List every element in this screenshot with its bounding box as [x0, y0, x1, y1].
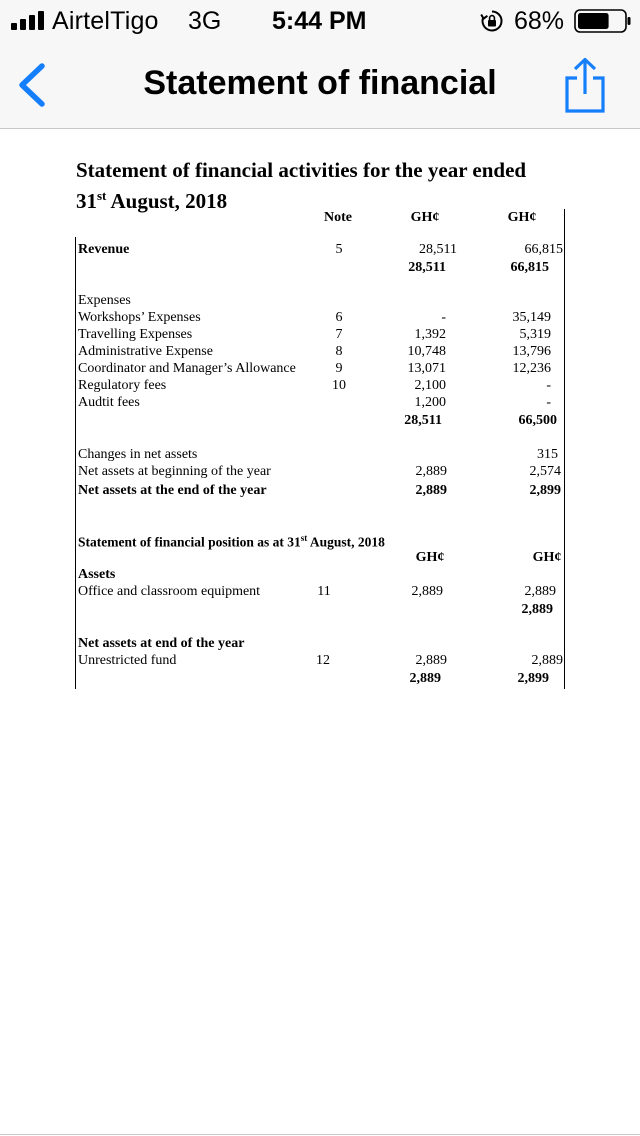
- expense-row-label: Regulatory fees: [78, 378, 167, 393]
- expense-row-year1: 2,100: [414, 378, 446, 393]
- equipment-year2: 2,889: [524, 584, 556, 599]
- year1-column-header: GH¢: [410, 210, 440, 225]
- revenue-total-year2: 66,815: [510, 260, 549, 275]
- net-assets-beginning-label: Net assets at beginning of the year: [78, 464, 271, 479]
- expense-row-year2: 13,796: [512, 344, 551, 359]
- note-column-header: Note: [324, 210, 352, 225]
- table-left-border: [75, 237, 76, 689]
- document-page: [0, 129, 640, 1136]
- page-title: Statement of financial: [143, 64, 497, 102]
- expense-row-year2: -: [546, 395, 551, 410]
- battery-percent: 68%: [514, 7, 565, 35]
- position-heading: Statement of financial position as at 31st August, 2018: [78, 533, 385, 550]
- chevron-left-icon[interactable]: [12, 60, 52, 110]
- expense-row-note: 7: [335, 327, 343, 342]
- position-year2-header: GH¢: [532, 550, 562, 565]
- equipment-year1: 2,889: [411, 584, 443, 599]
- expense-row-note: 10: [332, 378, 346, 393]
- expense-row-label: Travelling Expenses: [78, 327, 193, 342]
- unrestricted-fund-year1: 2,889: [415, 653, 447, 668]
- unrestricted-fund-note: 12: [316, 653, 330, 668]
- expense-row-year1: -: [441, 310, 446, 325]
- net-assets-end-label: Net assets at the end of the year: [78, 483, 267, 498]
- unrestricted-fund-total-year2: 2,899: [517, 671, 549, 686]
- expense-row-note: 9: [335, 361, 343, 376]
- year2-column-header: GH¢: [507, 210, 537, 225]
- position-year1-header: GH¢: [415, 550, 445, 565]
- expense-row-year1: 1,392: [414, 327, 446, 342]
- changes-in-net-assets-label: Changes in net assets: [78, 447, 198, 462]
- expense-row-year1: 1,200: [414, 395, 446, 410]
- bottom-divider: [0, 1134, 640, 1135]
- status-time: 5:44 PM: [272, 7, 367, 35]
- signal-bars-icon: [11, 10, 47, 30]
- net-assets-end-heading: Net assets at end of the year: [78, 636, 245, 651]
- net-assets-end-year1: 2,889: [415, 483, 447, 498]
- assets-heading: Assets: [78, 567, 116, 582]
- network-type: 3G: [188, 7, 222, 35]
- expense-row-label: Administrative Expense: [78, 344, 213, 359]
- unrestricted-fund-label: Unrestricted fund: [78, 653, 177, 668]
- expense-row-note: 6: [335, 310, 343, 325]
- equipment-note: 11: [317, 584, 331, 599]
- expenses-total-year2: 66,500: [518, 413, 557, 428]
- expense-row-year1: 13,071: [407, 361, 446, 376]
- unrestricted-fund-total-year1: 2,889: [409, 671, 441, 686]
- net-assets-beginning-year2: 2,574: [529, 464, 561, 479]
- equipment-label: Office and classroom equipment: [78, 584, 261, 599]
- expenses-heading: Expenses: [78, 293, 131, 308]
- expense-row-label: Coordinator and Manager’s Allowance: [78, 361, 296, 376]
- revenue-total-year1: 28,511: [408, 260, 446, 275]
- expense-row-year2: -: [546, 378, 551, 393]
- net-assets-beginning-year1: 2,889: [415, 464, 447, 479]
- navigation-bar: [0, 40, 640, 129]
- revenue-year2: 66,815: [524, 242, 563, 257]
- revenue-year1: 28,511: [419, 242, 457, 257]
- status-bar: [0, 0, 640, 40]
- net-assets-end-year2: 2,899: [529, 483, 561, 498]
- expense-row-year1: 10,748: [407, 344, 446, 359]
- revenue-note: 5: [335, 242, 343, 257]
- battery-icon: [574, 9, 632, 33]
- carrier-name: AirtelTigo: [52, 7, 159, 35]
- expense-row-year2: 35,149: [512, 310, 551, 325]
- rotation-lock-icon: [480, 9, 504, 33]
- expense-row-note: 8: [335, 344, 343, 359]
- document-title: Statement of financial activities for the year ended 31st August, 2018: [76, 158, 527, 213]
- assets-total-year2: 2,889: [521, 602, 553, 617]
- expenses-total-year1: 28,511: [404, 413, 442, 428]
- expense-row-year2: 12,236: [512, 361, 551, 376]
- unrestricted-fund-year2: 2,889: [531, 653, 563, 668]
- changes-in-net-assets-year2: 315: [537, 447, 558, 462]
- share-icon[interactable]: [562, 56, 608, 114]
- position-right-border: [564, 547, 565, 689]
- revenue-label: Revenue: [78, 242, 130, 257]
- expense-row-label: Audtit fees: [78, 395, 140, 410]
- expense-row-year2: 5,319: [519, 327, 551, 342]
- expense-row-label: Workshops’ Expenses: [78, 310, 201, 325]
